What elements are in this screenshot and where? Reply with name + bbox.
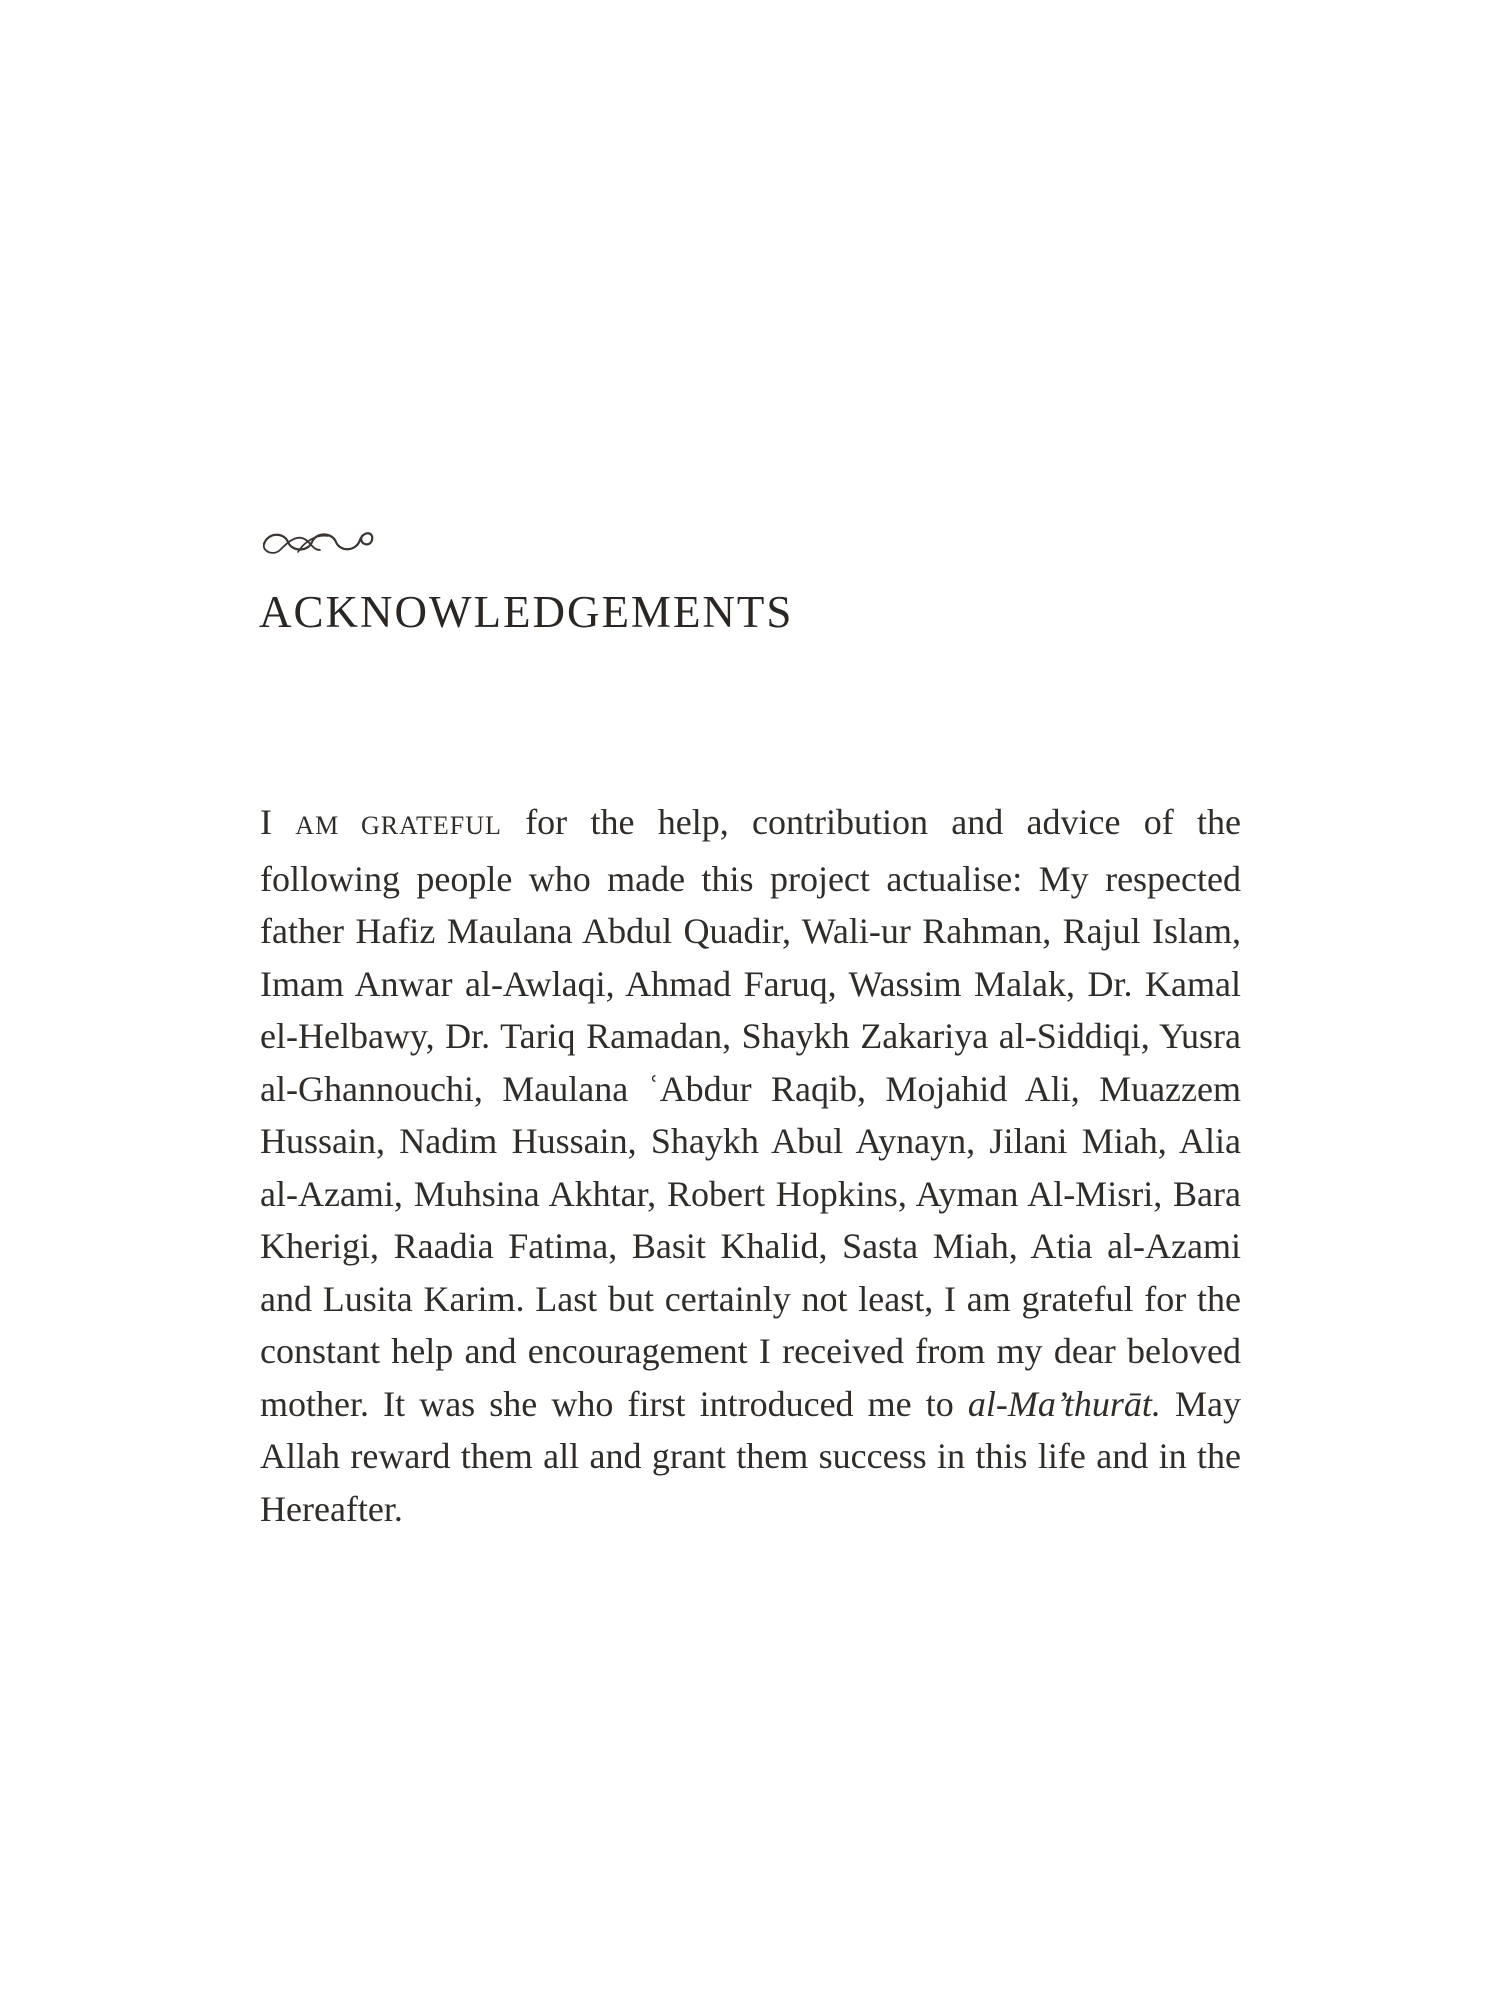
italic-term: al-Ma’thurāt. bbox=[967, 1383, 1161, 1424]
acknowledgements-paragraph bbox=[260, 796, 1241, 1535]
page-title: ACKNOWLEDGEMENTS bbox=[259, 587, 794, 637]
paragraph-text-part2: May Allah reward them all and grant them success in this life and in the Hereafter. bbox=[260, 1383, 1242, 1529]
lead-smallcaps: AM GRATEFUL bbox=[295, 811, 502, 840]
paragraph-text-part1: for the help, contribution and advice of the following people who made this project actualise: My respected father Hafiz Maulana Abdul Quadir, Wali-ur Rahman, Rajul Islam, Imam Anwar al-Awlaqi, Ahmad Faruq, Wassim Malak, Dr. Kamal el-Helbawy, Dr. Tariq Ramadan, Shaykh Zakariya al-Siddiqi, Yusra al-Ghannouchi, Maulana ʿAbdur Raqib, Mojahid Ali, Muazzem Hussain, Nadim Hussain, Shaykh Abul Aynayn, Jilani Miah, Alia al-Azami, Muhsina Akhtar, Robert Hopkins, Ayman Al-Misri, Bara Kherigi, Raadia Fatima, Basit Khalid, Sasta Miah, Atia al-Azami and Lusita Karim. Last but certainly not least, I am grateful for the constant help and encouragement I received from my dear beloved mother. It was she who first introduced me to bbox=[260, 802, 1242, 1424]
lead-word: I bbox=[260, 802, 272, 842]
flourish-ornament-icon bbox=[258, 522, 376, 562]
